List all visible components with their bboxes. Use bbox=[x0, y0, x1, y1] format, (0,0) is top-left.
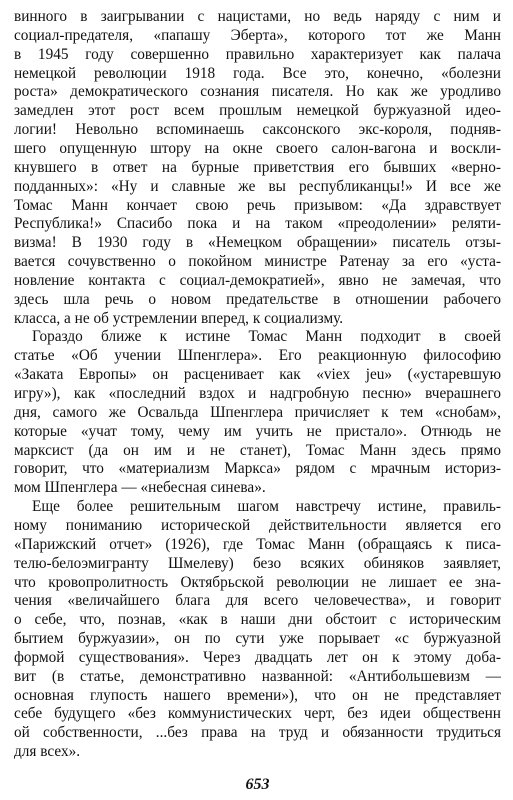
text-line: себе будущего «без коммунистических черт, без идеи общественн bbox=[14, 705, 501, 723]
text-line: мом Шпенглера — «небесная синева». bbox=[14, 479, 266, 497]
text-line: класса, а не об устремлении вперед, к социализму. bbox=[14, 309, 344, 327]
text-line: подданных»: «Ну и славные же вы республиканцы!» И все же bbox=[14, 177, 501, 195]
text-line: замедлен этот рост всем прошлым немецкой буржуазной идео- bbox=[14, 102, 501, 120]
text-line: ой собственности, ...без права на труд и обязанности трудиться bbox=[14, 724, 501, 742]
text-line: для всех». bbox=[14, 743, 81, 761]
text-line: ному пониманию исторической действительности является его bbox=[14, 516, 501, 534]
text-line: говорит, что «материализм Маркса» рядом с мрачным историз- bbox=[14, 460, 501, 478]
text-line: статье «Об учении Шпенглера». Его реакционную философию bbox=[14, 347, 501, 365]
text-line: роста» демократического сознания писателя. Но как же уродливо bbox=[14, 83, 501, 101]
text-line: кнувшего в ответ на бурные приветствия его бывших «верно- bbox=[14, 158, 501, 176]
page-number: 653 bbox=[245, 776, 270, 793]
text-line: вается сочувственно о покойном министре Ратенау за его «уста- bbox=[14, 253, 501, 271]
text-line: в 1945 году совершенно правильно характеризует как палача bbox=[14, 45, 501, 63]
text-line: игру»), как «последний вздох и надгробную песню» вчерашнего bbox=[14, 385, 501, 402]
text-line: которые «учат тому, чему им учить не пристало». Отнюдь не bbox=[14, 422, 501, 440]
text-line: Гораздо ближе к истине Томас Манн подходит в своей bbox=[32, 328, 501, 346]
text-line: Еще более решительным шагом навстречу истине, правиль- bbox=[32, 498, 501, 516]
text-line: Республика!» Спасибо пока и на таком «преодолении» реляти- bbox=[14, 215, 501, 233]
text-line: телю-белоэмигранту Шмелеву) безо всяких обиняков заявляет, bbox=[14, 554, 501, 572]
text-line: немецкой революции 1918 года. Все это, конечно, «болезни bbox=[14, 64, 501, 82]
text-line: марксист (да он им и не станет), Томас Манн здесь прямо bbox=[14, 441, 501, 459]
text-line: «Заката Европы» он расценивает как «viex jeu» («устаревшую bbox=[14, 366, 501, 384]
text-line: шего опущенную штору на окне своего салон-вагона и воскли- bbox=[14, 139, 501, 157]
text-line: Томас Манн кончает свою речь призывом: «Да здравствует bbox=[14, 196, 501, 214]
book-page bbox=[14, 6, 501, 794]
text-line: вит (в статье, демонстративно названной: «Антибольшевизм — bbox=[14, 667, 501, 685]
text-line: винного в заигрывании с нацистами, но ведь наряду с ним и bbox=[14, 8, 501, 25]
text-line: основная глупость нашего времени»), что он не представляет bbox=[14, 686, 501, 704]
text-line: здесь шла речь о новом предательстве в отношении рабочего bbox=[14, 290, 501, 308]
text-line: «Парижский отчет» (1926), где Томас Манн (обращаясь к писа- bbox=[14, 535, 501, 553]
text-line: дня, самого же Освальда Шпенглера причисляет к тем «снобам», bbox=[14, 403, 501, 421]
text-line: логии! Невольно вспоминаешь саксонского экс-короля, подняв- bbox=[14, 121, 501, 139]
text-line: социал-предателя, «папашу Эберта», которого тот же Манн bbox=[14, 26, 501, 44]
text-line: формой существования». Через двадцать лет он к этому доба- bbox=[14, 648, 501, 666]
text-line: визма! В 1930 году в «Немецком обращении» писатель отзы- bbox=[14, 234, 501, 252]
text-line: что кровопролитность Октябрьской революции не лишает ее зна- bbox=[14, 573, 501, 591]
text-line: чения «величайшего блага для всего человечества», и говорит bbox=[14, 592, 501, 610]
text-line: бытием буржуазии», он по сути уже порывает «с буржуазной bbox=[14, 630, 501, 648]
text-line: о себе, что, познав, «как в наши дни обстоит с историческим bbox=[14, 611, 501, 629]
text-line: новление контакта с социал-демократией», явно не замечая, что bbox=[14, 271, 501, 289]
